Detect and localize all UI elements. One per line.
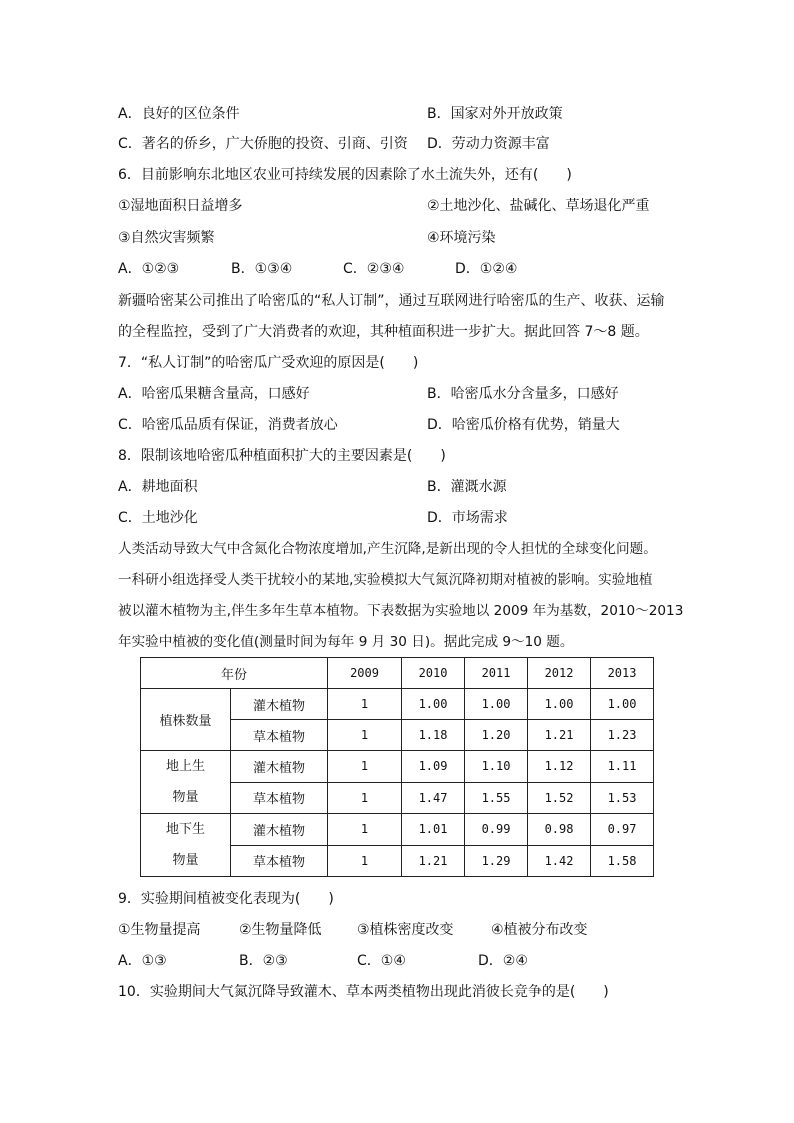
table-header-year: 年份: [141, 658, 328, 689]
q8-option-d: D．市场需求: [427, 510, 508, 526]
table-value-cell: 1.20: [465, 720, 528, 751]
table-header-row: [141, 658, 654, 689]
q8-option-a: A．耕地面积: [118, 479, 198, 495]
q6-stem: 6．目前影响东北地区农业可持续发展的因素除了水土流失外，还有( ): [118, 167, 572, 183]
q9-item-3: ③植株密度改变: [357, 922, 454, 938]
passage-nitrogen-line-1: 人类活动导致大气中含氮化合物浓度增加,产生沉降,是新出现的令人担忧的全球变化问题。: [118, 541, 657, 557]
table-value-cell: 0.98: [528, 814, 591, 846]
table-year-cell: 2010: [402, 658, 465, 689]
q5-option-d: D．劳动力资源丰富: [427, 136, 550, 152]
table-value-cell: 1.21: [402, 845, 465, 877]
q8-option-c: C．土地沙化: [118, 510, 198, 526]
passage-nitrogen-line-3: 被以灌木植物为主,伴生多年生草本植物。下表数据为实验地以 2009 年为基数，2010～2013: [118, 603, 684, 619]
passage-nitrogen-line-4: 年实验中植被的变化值(测量时间为每年 9 月 30 日)。据此完成 9～10 题。: [118, 634, 574, 650]
group-label-line-1: 地下生: [165, 822, 205, 837]
q8-option-b: B．灌溉水源: [427, 479, 507, 495]
q6-option-d: D．①②④: [455, 261, 518, 277]
q5-option-b: B．国家对外开放政策: [427, 106, 563, 122]
q6-item-3: ③自然灾害频繁: [118, 230, 215, 246]
table-value-cell: 1.47: [402, 782, 465, 814]
table-value-cell: 1: [328, 720, 402, 751]
group-label-line-2: 物量: [172, 790, 199, 805]
table-value-cell: 1.52: [528, 782, 591, 814]
table-value-cell: 0.99: [465, 814, 528, 846]
q7-option-a: A．哈密瓜果糖含量高，口感好: [118, 386, 310, 402]
table-value-cell: 1.55: [465, 782, 528, 814]
passage-hami-line-2: 的全程监控，受到了广大消费者的欢迎，其种植面积进一步扩大。据此回答 7～8 题。: [118, 324, 649, 340]
q5-option-a: A．良好的区位条件: [118, 106, 240, 122]
table-value-cell: 1: [328, 814, 402, 846]
table-year-cell: 2013: [591, 658, 654, 689]
table-value-cell: 1: [328, 689, 402, 720]
table-row: [141, 751, 654, 783]
table-value-cell: 1.18: [402, 720, 465, 751]
group-label-line-1: 地上生: [165, 759, 205, 774]
table-year-cell: 2012: [528, 658, 591, 689]
table-value-cell: 0.97: [591, 814, 654, 846]
q9-option-d: D．②④: [478, 953, 528, 969]
table-value-cell: 1: [328, 782, 402, 814]
table-value-cell: 1.12: [528, 751, 591, 783]
q9-item-4: ④植被分布改变: [491, 922, 588, 938]
table-year-cell: 2011: [465, 658, 528, 689]
q7-option-c: C．哈密瓜品质有保证，消费者放心: [118, 417, 338, 433]
table-value-cell: 1.01: [402, 814, 465, 846]
table-value-cell: 1.00: [465, 689, 528, 720]
table-plant-type: 灌木植物: [231, 689, 328, 720]
table-group-label: [141, 689, 231, 751]
q9-stem: 9．实验期间植被变化表现为( ): [118, 891, 334, 907]
table-value-cell: 1: [328, 845, 402, 877]
q6-option-a: A．①②③: [118, 261, 180, 277]
q10-stem: 10．实验期间大气氮沉降导致灌木、草本两类植物出现此消彼长竞争的是( ): [118, 984, 609, 1000]
table-value-cell: 1.53: [591, 782, 654, 814]
q9-option-a: A．①③: [118, 953, 167, 969]
table-group-label: [141, 814, 231, 877]
q6-item-4: ④环境污染: [427, 230, 496, 246]
table-row: [141, 689, 654, 720]
table-plant-type: 灌木植物: [231, 751, 328, 783]
q8-stem: 8．限制该地哈密瓜种植面积扩大的主要因素是( ): [118, 448, 446, 464]
passage-nitrogen-line-2: 一科研小组选择受人类干扰较小的某地,实验模拟大气氮沉降初期对植被的影响。实验地植: [118, 572, 653, 588]
table-year-cell: 2009: [328, 658, 402, 689]
q6-item-2: ②土地沙化、盐碱化、草场退化严重: [427, 198, 650, 214]
table-value-cell: 1.11: [591, 751, 654, 783]
q7-option-d: D．哈密瓜价格有优势，销量大: [427, 417, 620, 433]
table-value-cell: 1.29: [465, 845, 528, 877]
table-plant-type: 草本植物: [231, 845, 328, 877]
table-value-cell: 1.10: [465, 751, 528, 783]
table-value-cell: 1.21: [528, 720, 591, 751]
table-plant-type: 灌木植物: [231, 814, 328, 846]
table-value-cell: 1.00: [402, 689, 465, 720]
q7-stem: 7．“私人订制”的哈密瓜广受欢迎的原因是( ): [118, 355, 419, 371]
q9-item-1: ①生物量提高: [118, 922, 201, 938]
table-value-cell: 1.00: [591, 689, 654, 720]
group-label-line-1: 植株数量: [159, 714, 212, 729]
table-group-label: [141, 751, 231, 814]
group-label-line-2: 物量: [172, 853, 199, 868]
q9-item-2: ②生物量降低: [239, 922, 322, 938]
table-value-cell: 1.00: [528, 689, 591, 720]
table-value-cell: 1.09: [402, 751, 465, 783]
table-value-cell: 1: [328, 751, 402, 783]
table-plant-type: 草本植物: [231, 720, 328, 751]
q5-option-c: C．著名的侨乡，广大侨胞的投资、引商、引资: [118, 136, 408, 152]
table-plant-type: 草本植物: [231, 782, 328, 814]
q6-option-c: C．②③④: [343, 261, 405, 277]
q6-item-1: ①湿地面积日益增多: [118, 198, 243, 214]
table-value-cell: 1.42: [528, 845, 591, 877]
table-value-cell: 1.23: [591, 720, 654, 751]
vegetation-change-table: [140, 657, 654, 877]
q7-option-b: B．哈密瓜水分含量多，口感好: [427, 386, 619, 402]
q9-option-c: C．①④: [357, 953, 406, 969]
q6-option-b: B．①③④: [231, 261, 293, 277]
q9-option-b: B．②③: [239, 953, 288, 969]
table-value-cell: 1.58: [591, 845, 654, 877]
passage-hami-line-1: 新疆哈密某公司推出了哈密瓜的“私人订制”，通过互联网进行哈密瓜的生产、收获、运输: [118, 293, 665, 309]
table-row: [141, 814, 654, 846]
